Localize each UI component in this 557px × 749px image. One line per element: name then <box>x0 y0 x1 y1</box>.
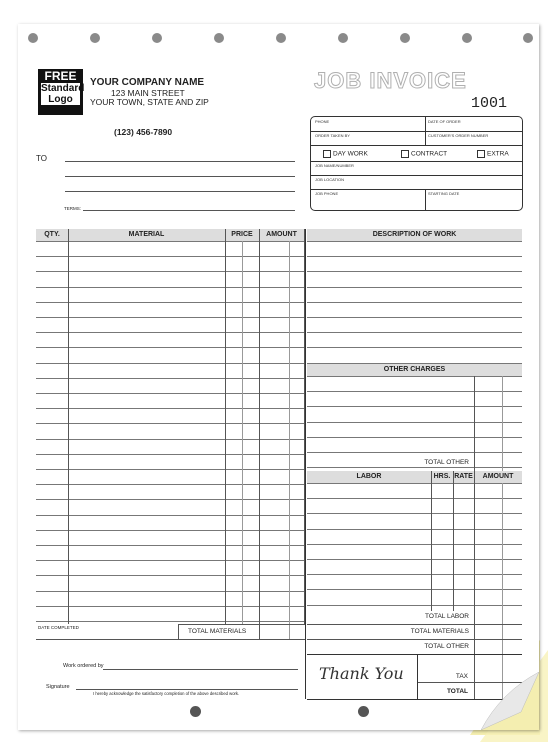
extra-checkbox[interactable] <box>477 150 509 158</box>
ruled-line <box>36 439 304 440</box>
ruled-line <box>36 271 304 272</box>
work-ordered-by-line[interactable] <box>103 669 298 670</box>
day-work-checkbox[interactable] <box>323 150 368 158</box>
ruled-line <box>36 408 304 409</box>
ruled-line <box>36 484 304 485</box>
to-line[interactable] <box>65 176 295 177</box>
signature-line[interactable] <box>76 689 298 690</box>
thank-you-text: Thank You <box>319 664 404 683</box>
date-completed-label: DATE COMPLETED <box>38 625 79 630</box>
page-title: JOB INVOICE <box>314 68 467 93</box>
ruled-line <box>307 467 522 468</box>
ruled-line <box>36 363 304 364</box>
labor-header: LABOR <box>356 473 382 480</box>
to-line[interactable] <box>65 161 295 162</box>
day-work-label: DAY WORK <box>333 150 368 158</box>
acknowledge-text: I hereby acknowledge the satisfactory completion of the above described work. <box>93 691 240 696</box>
logo <box>38 69 83 115</box>
job-location-label: JOB LOCATION <box>315 177 345 182</box>
to-line[interactable] <box>65 191 295 192</box>
tax-label: TAX <box>455 673 468 680</box>
punch-hole <box>523 33 533 43</box>
ruled-line <box>36 378 304 379</box>
ruled-line <box>36 347 304 348</box>
ruled-line <box>307 332 522 333</box>
ruled-line <box>307 422 522 423</box>
ruled-line <box>36 423 304 424</box>
page-curl-icon <box>481 672 539 730</box>
total-label: TOTAL <box>446 688 468 695</box>
other-charges-header: OTHER CHARGES <box>383 366 446 373</box>
punch-hole <box>338 33 348 43</box>
ruled-line <box>36 256 304 257</box>
job-phone-label: JOB PHONE <box>315 191 339 196</box>
rate-header: RATE <box>454 473 473 480</box>
ruled-line <box>307 347 522 348</box>
ruled-line <box>307 241 522 242</box>
contract-label: CONTRACT <box>411 150 448 158</box>
price-header: PRICE <box>231 231 253 238</box>
ruled-line <box>36 530 304 531</box>
punch-hole <box>152 33 162 43</box>
hrs-header: HRS. <box>433 473 451 480</box>
ruled-line <box>307 605 522 606</box>
ruled-line <box>36 545 304 546</box>
terms-label: TERMS: <box>64 206 82 211</box>
total-labor-label: TOTAL LABOR <box>425 613 469 620</box>
ruled-line <box>307 529 522 530</box>
ruled-line <box>307 406 522 407</box>
punch-hole <box>358 706 369 717</box>
ruled-line <box>307 589 522 590</box>
ruled-line <box>36 454 304 455</box>
material-header: MATERIAL <box>128 231 165 238</box>
punch-hole <box>276 33 286 43</box>
to-label: TO <box>36 154 47 163</box>
company-city: YOUR TOWN, STATE AND ZIP <box>90 97 209 107</box>
ruled-line <box>36 575 304 576</box>
ruled-line <box>36 317 304 318</box>
invoice-sheet <box>18 24 539 730</box>
ruled-line <box>307 271 522 272</box>
ruled-line <box>307 483 522 484</box>
punch-hole <box>28 33 38 43</box>
company-phone: (123) 456-7890 <box>114 127 173 137</box>
qty-header: QTY. <box>44 231 60 238</box>
ruled-line <box>307 391 522 392</box>
ruled-line <box>307 302 522 303</box>
ruled-line <box>36 515 304 516</box>
ruled-line <box>36 560 304 561</box>
customer-order-number-label: CUSTOMER'S ORDER NUMBER <box>428 133 489 138</box>
ruled-line <box>36 302 304 303</box>
logo-line2: Standard <box>41 83 85 94</box>
phone-label: PHONE <box>315 119 330 124</box>
total-materials-label-left: TOTAL MATERIALS <box>188 628 247 635</box>
ruled-line <box>307 437 522 438</box>
ruled-line <box>36 591 304 592</box>
total-other-label-2: TOTAL OTHER <box>424 643 469 650</box>
description-of-work-header: DESCRIPTION OF WORK <box>372 231 457 238</box>
date-of-order-label: DATE OF ORDER <box>428 119 461 124</box>
punch-hole <box>400 33 410 43</box>
starting-date-label: STARTING DATE <box>428 191 460 196</box>
ruled-line <box>307 287 522 288</box>
ruled-line <box>36 499 304 500</box>
ruled-line <box>36 606 304 607</box>
punch-hole <box>462 33 472 43</box>
ruled-line <box>36 469 304 470</box>
thank-you-box <box>307 654 418 699</box>
terms-line[interactable] <box>83 210 295 211</box>
ruled-line <box>307 317 522 318</box>
punch-hole <box>90 33 100 43</box>
signature-label: Signature <box>46 684 70 690</box>
logo-line1: FREE <box>44 69 77 83</box>
total-materials-label-right: TOTAL MATERIALS <box>410 628 469 635</box>
ruled-line <box>307 376 522 377</box>
extra-label: EXTRA <box>487 150 509 158</box>
amount-header: AMOUNT <box>266 231 297 238</box>
ruled-line <box>307 574 522 575</box>
job-name-label: JOB NAME/NUMBER <box>315 163 354 168</box>
ruled-line <box>307 544 522 545</box>
company-street: 123 MAIN STREET <box>111 88 185 98</box>
ruled-line <box>307 559 522 560</box>
logo-line3: Logo <box>41 94 80 105</box>
job-info-box <box>310 116 523 211</box>
ruled-line <box>307 452 522 453</box>
ruled-line <box>307 498 522 499</box>
order-taken-by-label: ORDER TAKEN BY <box>315 133 350 138</box>
contract-checkbox[interactable] <box>401 150 447 158</box>
ruled-line <box>36 287 304 288</box>
ruled-line <box>307 513 522 514</box>
ruled-line <box>36 332 304 333</box>
ruled-line <box>36 393 304 394</box>
company-name: YOUR COMPANY NAME <box>90 77 205 88</box>
total-other-label: TOTAL OTHER <box>424 459 469 466</box>
ruled-line <box>36 241 304 242</box>
ruled-line <box>36 621 304 622</box>
work-ordered-by-label: Work ordered by <box>63 663 104 669</box>
punch-hole <box>214 33 224 43</box>
invoice-number: 1001 <box>471 95 508 112</box>
punch-hole <box>190 706 201 717</box>
labor-amount-header: AMOUNT <box>482 473 514 480</box>
ruled-line <box>307 256 522 257</box>
